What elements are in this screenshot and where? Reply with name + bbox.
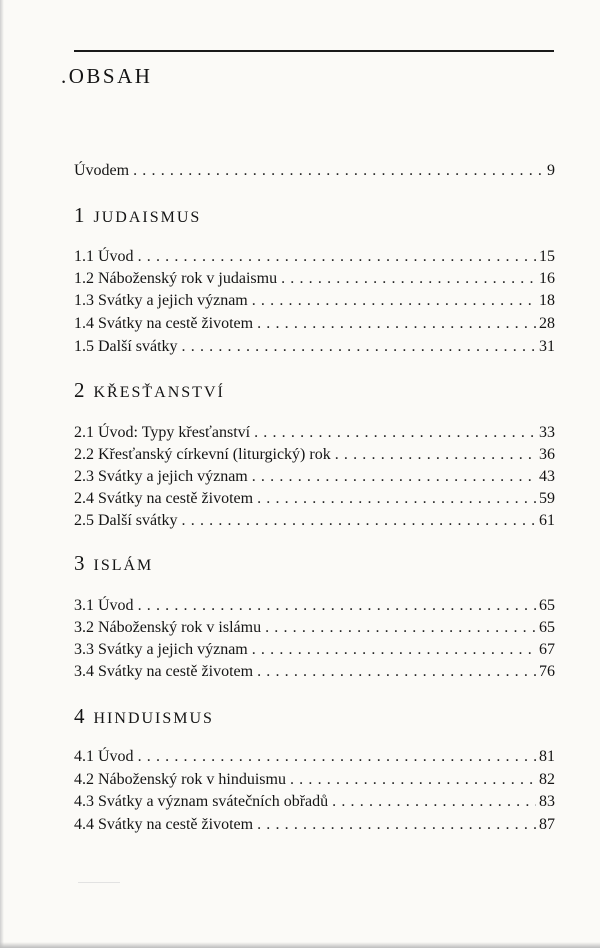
entry-label: 3.3 Svátky a jejich význam [74,641,248,658]
chapter-heading-1 [74,203,201,229]
entry-page: 65 [539,619,555,636]
entry-page: 33 [539,424,555,441]
entry-label: 4.3 Svátky a význam svátečních obřadů [74,793,329,810]
chapter-heading-3 [74,551,153,577]
dot-leader [133,160,544,182]
chapter-heading-2 [74,378,225,404]
toc-entry-1-5 [74,336,555,358]
entry-page: 15 [539,248,555,265]
toc-entry-1-4 [74,313,555,335]
dot-leader [257,488,536,510]
chapter-title: KŘESŤANSTVÍ [93,384,225,401]
dot-leader [257,814,536,836]
footer-smudge [78,882,120,883]
dot-leader [182,336,536,358]
entry-label: 4.2 Náboženský rok v hinduismu [74,771,286,788]
dot-leader [332,791,536,813]
chapter-title: ISLÁM [93,557,154,574]
entry-label: 1.4 Svátky na cestě životem [74,315,254,332]
entry-page: 87 [539,816,555,833]
dot-leader [290,769,536,791]
toc-entry-1-1 [74,246,555,268]
entry-label: 2.5 Další svátky [74,512,178,529]
dot-leader [257,313,536,335]
entry-page: 28 [539,315,555,332]
entry-label: 4.4 Svátky na cestě životem [74,816,254,833]
entry-label: 1.1 Úvod [74,248,134,265]
chapter-title: JUDAISMUS [93,209,202,226]
toc-entry-4-1 [74,746,555,768]
chapter-number: 2 [74,378,85,402]
entry-page: 59 [539,490,555,507]
entry-label: 1.5 Další svátky [74,338,178,355]
entry-label: 3.2 Náboženský rok v islámu [74,619,262,636]
chapter-heading-4 [74,704,214,730]
entry-page: 67 [539,641,555,658]
chapter-title: HINDUISMUS [93,710,214,727]
dot-leader [265,617,536,639]
entry-page: 81 [539,748,555,765]
chapter-number: 1 [74,203,85,227]
dot-leader [254,422,536,444]
toc-entry-2-3 [74,466,555,488]
entry-label: 1.2 Náboženský rok v judaismu [74,270,278,287]
toc-entry-4-4 [74,814,555,836]
dot-leader [138,595,536,617]
toc-entry-1-3 [74,290,555,312]
entry-label: 2.3 Svátky a jejich význam [74,468,248,485]
toc-entry-3-2 [74,617,555,639]
dot-leader [138,246,536,268]
entry-page: 76 [539,663,555,680]
chapter-number: 4 [74,704,85,728]
toc-entry-3-3 [74,639,555,661]
dot-leader [335,444,536,466]
dot-leader [257,661,536,683]
entry-page: 43 [539,468,555,485]
toc-entry-intro [74,160,555,182]
entry-label: 2.4 Svátky na cestě životem [74,490,254,507]
entry-label: 4.1 Úvod [74,748,134,765]
entry-page: 65 [539,597,555,614]
page-bottom-edge [0,942,600,948]
toc-entry-2-1 [74,422,555,444]
top-rule [74,50,554,52]
entry-page: 18 [539,292,555,309]
toc-entry-2-2 [74,444,555,466]
toc-entry-2-4 [74,488,555,510]
page-left-edge [0,0,4,948]
dot-leader [138,746,536,768]
entry-label: 2.2 Křesťanský církevní (liturgický) rok [74,446,331,463]
entry-page: 9 [547,162,555,179]
dot-leader [252,290,536,312]
entry-page: 31 [539,338,555,355]
toc-entry-2-5 [74,510,555,532]
entry-label: 3.4 Svátky na cestě životem [74,663,254,680]
entry-page: 83 [539,793,555,810]
dot-leader [252,639,536,661]
entry-label: 1.3 Svátky a jejich význam [74,292,248,309]
entry-page: 82 [539,771,555,788]
entry-label: Úvodem [74,162,130,179]
toc-entry-3-4 [74,661,555,683]
toc-entry-4-3 [74,791,555,813]
entry-label: 2.1 Úvod: Typy křesťanství [74,424,251,441]
entry-page: 16 [539,270,555,287]
toc-entry-3-1 [74,595,555,617]
toc-entry-1-2 [74,268,555,290]
entry-label: 3.1 Úvod [74,597,134,614]
dot-leader [252,466,536,488]
entry-page: 36 [539,446,555,463]
chapter-number: 3 [74,551,85,575]
dot-leader [281,268,536,290]
dot-leader [182,510,536,532]
entry-page: 61 [539,512,555,529]
toc-entry-4-2 [74,769,555,791]
toc-heading: .OBSAH [61,64,153,88]
